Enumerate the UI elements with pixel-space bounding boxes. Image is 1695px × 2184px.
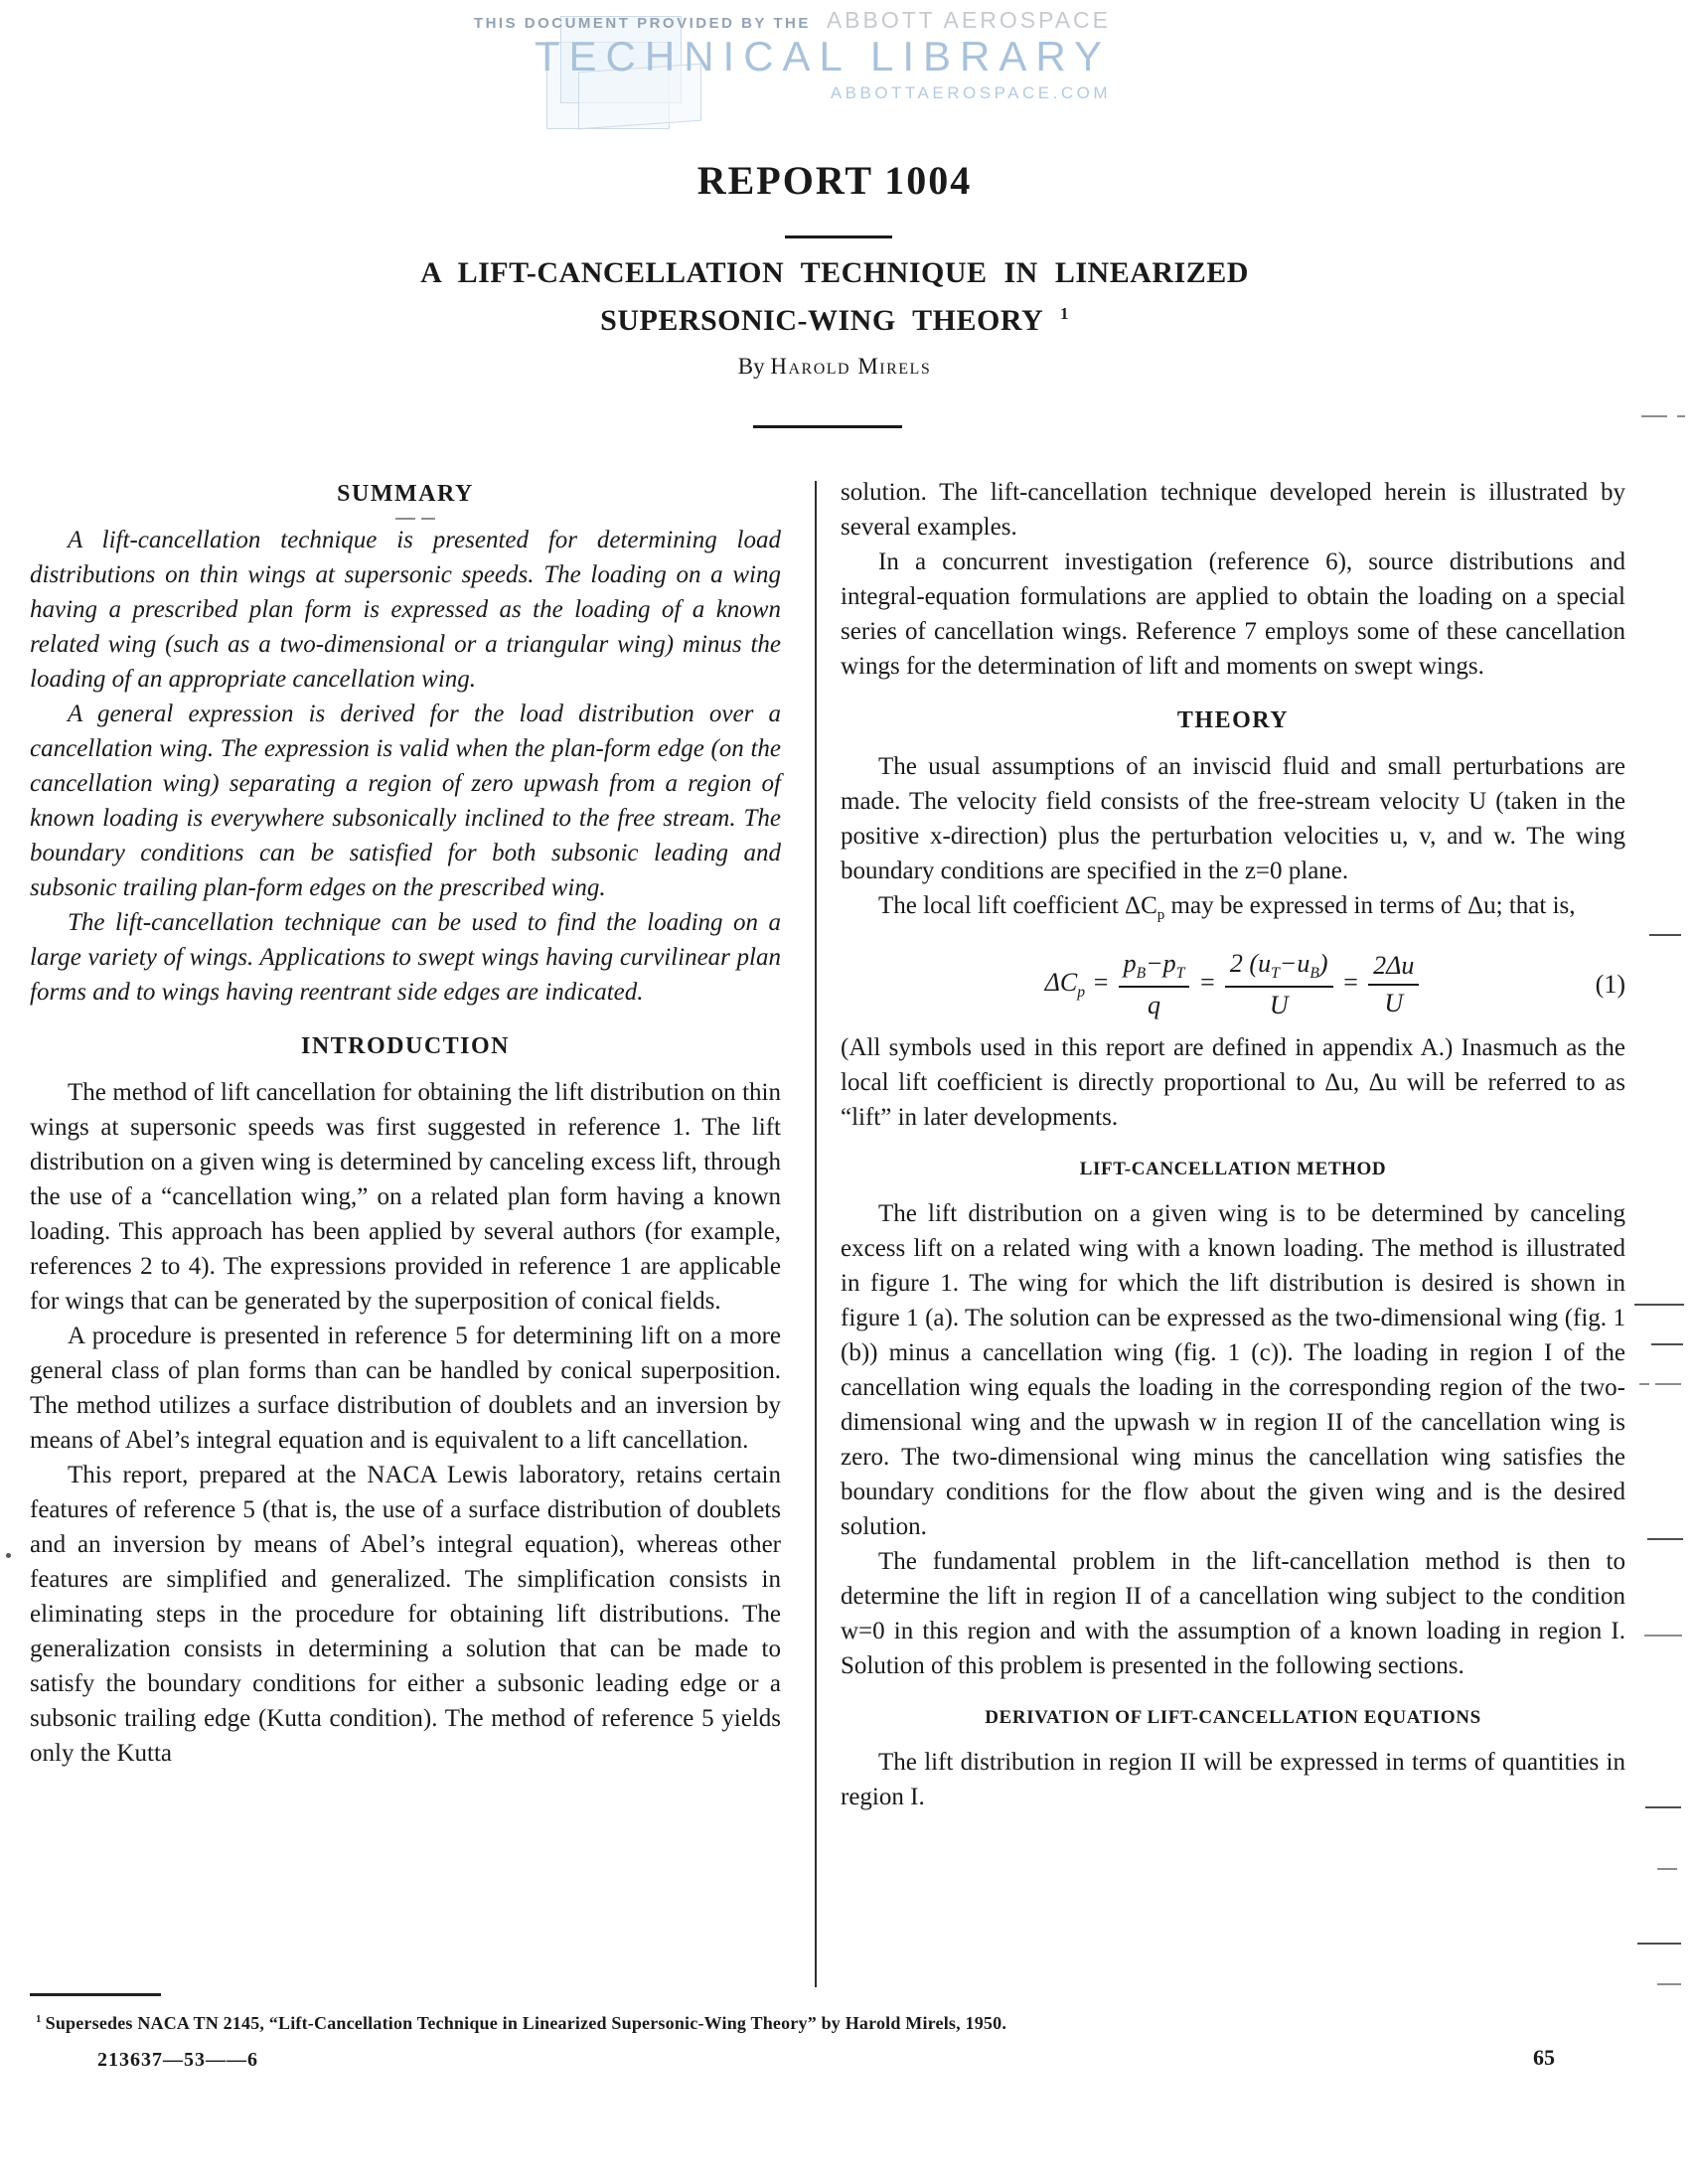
printers-mark: 213637—53——6	[97, 2049, 258, 2071]
margin-mark	[1655, 1383, 1681, 1385]
margin-mark	[1657, 1983, 1681, 1985]
summary-paragraph: A lift-cancellation technique is presented for determining load distributions on thin wings at supersonic speeds. The loading on a wing having a prescribed plan form is expressed as the loading of a known related wing (such as a two-dimensional or a triangular wing) minus the loading of an appropriate cancellation wing.	[30, 527, 781, 693]
intro-paragraph: A procedure is presented in reference 5 for determining lift on a more general class of plan forms than can be handled by conical superposition. The method utilizes a surface distribution of doublets and an inversion by means of Abel’s integral equation and is equivalent to a lift cancellation.	[30, 1323, 781, 1454]
author-name: Harold Mirels	[770, 354, 932, 379]
derivation-heading: DERIVATION OF LIFT-CANCELLATION EQUATIONS	[985, 1707, 1481, 1729]
lift-cancellation-method-heading: LIFT-CANCELLATION METHOD	[1079, 1159, 1387, 1180]
method-paragraph: The fundamental problem in the lift-cancellation method is then to determine the lift in region II of a cancellation wing subject to the condition w=0 in this region and with the assumption of a known loading in region I. Solution of this problem is presented in the following sections.	[841, 1548, 1625, 1680]
provided-by-text: THIS DOCUMENT PROVIDED BY THE	[473, 15, 811, 32]
equals-sign: =	[1092, 968, 1110, 998]
abbott-aerospace-brand: ABBOTT AEROSPACE	[826, 7, 1111, 33]
delta-u-fraction: $\frac{2\Delta u}{U}$	[1368, 951, 1419, 1018]
margin-mark	[395, 518, 415, 520]
column-divider	[815, 481, 817, 1987]
margin-mark	[1639, 1383, 1649, 1385]
byline-prefix: By	[737, 354, 765, 379]
byline-divider-rule	[753, 425, 902, 428]
report-number: REPORT 1004	[696, 158, 973, 203]
page-number: 65	[1533, 2045, 1555, 2070]
site-url-text: ABBOTTAEROSPACE.COM	[830, 83, 1111, 103]
footnote: $^1$ Supersedes NACA TN 2145, “Lift-Cancellation Technique in Linearized Supersonic-Wing Theory” by Harold Mirels, 1950.	[36, 2013, 1007, 2033]
summary-paragraph: The lift-cancellation technique can be used to find the loading on a large variety of wings. Applications to swept wings having curvilinear plan forms and to wings having reentrant side edges are indicated.	[30, 909, 781, 1006]
margin-mark	[1657, 1868, 1677, 1870]
equation-body	[1044, 949, 1422, 1020]
title-footnote-marker: 1	[1060, 304, 1069, 323]
method-paragraph: The lift distribution on a given wing is to be determined by canceling excess lift on a related wing with a known loading. The method is illustrated in figure 1. The wing for which the lift distribution is desired is shown in figure 1 (a). The solution can be expressed as the two-dimensional wing (fig. 1 (b)) minus a cancellation wing (fig. 1 (c)). The loading in region I of the cancellation wing equals the loading in the corresponding region of the two-dimensional wing and the upwash w in region II of the cancellation wing is zero. The two-dimensional wing minus the cancellation wing satisfies the boundary conditions for the flow about the given wing and is the desired solution.	[841, 1200, 1625, 1541]
subscript-p: p	[1156, 907, 1165, 923]
margin-mark	[1641, 415, 1667, 417]
report-title	[0, 252, 1669, 341]
equals-sign: =	[1341, 968, 1360, 998]
margin-mark	[1651, 1343, 1683, 1345]
byline	[0, 354, 1669, 380]
velocity-fraction: $\frac{2 (u_T-u_B)}{U}$	[1225, 949, 1333, 1020]
footnote-marker: 1	[36, 2013, 42, 2025]
summary-heading: SUMMARY	[337, 481, 474, 507]
introduction-heading: INTRODUCTION	[300, 1033, 511, 1059]
theory-heading: THEORY	[1176, 707, 1290, 733]
after-equation-paragraph: (All symbols used in this report are defined in appendix A.) Inasmuch as the local lift coefficient is directly proportional to Δu, Δu will be referred to as “lift” in later developments.	[841, 1034, 1625, 1132]
report-title-line1: A LIFT-CANCELLATION TECHNIQUE IN LINEARIZED	[420, 256, 1249, 289]
margin-mark	[1677, 415, 1685, 417]
left-column	[30, 475, 781, 1771]
continuation-paragraph: solution. The lift-cancellation technique developed herein is illustrated by several examples.	[841, 479, 1625, 541]
theory-paragraph: The usual assumptions of an inviscid fluid and small perturbations are made. The velocity field consists of the free-stream velocity U (taken in the positive x-direction) plus the perturbation velocities u, v, and w. The wing boundary conditions are specified in the z=0 plane.	[841, 753, 1625, 884]
concurrent-investigation-paragraph: In a concurrent investigation (reference 6), source distributions and integral-equation formulations are applied to obtain the loading on a special series of cancellation wings. Reference 7 employs some of these cancellation wings for the determination of lift and moments on swept wings.	[841, 548, 1625, 680]
margin-mark	[1647, 1538, 1683, 1540]
technical-library-text: TECHNICAL LIBRARY	[534, 33, 1111, 80]
margin-mark	[1645, 1806, 1681, 1808]
margin-mark	[1634, 1304, 1684, 1306]
report-title-line2: SUPERSONIC-WING THEORY $^1$	[600, 304, 1069, 337]
lift-coefficient-paragraph: The local lift coefficient $\Delta C_p$ may be expressed in terms of Δu; that is,	[878, 892, 1576, 923]
margin-mark	[1637, 1943, 1681, 1945]
derivation-paragraph: The lift distribution in region II will be expressed in terms of quantities in region I.	[841, 1749, 1625, 1811]
watermark-provided-by	[397, 8, 1111, 33]
equation-number: (1)	[1595, 970, 1625, 1000]
abbott-aerospace-watermark	[397, 8, 1111, 103]
equation-1	[841, 949, 1625, 1020]
intro-paragraph: The method of lift cancellation for obtaining the lift distribution on thin wings at supersonic speeds was first suggested in reference 1. The lift distribution on a given wing is determined by canceling excess lift, through the use of a “cancellation wing,” on a related plan form having a known loading. This approach has been applied by several authors (for example, references 2 to 4). The expressions provided in reference 1 are applicable for wings that can be generated by the superposition of conical fields.	[30, 1079, 781, 1315]
title-divider-rule	[785, 235, 892, 238]
margin-mark	[1644, 1635, 1682, 1637]
summary-paragraph: A general expression is derived for the load distribution over a cancellation wing. The expression is valid when the plan-form edge (on the cancellation wing) separating a region of zero upwash from a region of known loading is everywhere subsonically inclined to the free stream. The boundary conditions can be satisfied for both subsonic leading and subsonic trailing plan-form edges on the prescribed wing.	[30, 701, 781, 901]
pressure-fraction: $\frac{p_B-p_T}{q}$	[1119, 949, 1190, 1020]
equals-sign: =	[1198, 968, 1216, 998]
delta-cp-symbol: $\Delta C_p$	[1044, 968, 1086, 1002]
margin-mark	[1649, 934, 1681, 936]
right-column	[841, 475, 1625, 1814]
intro-paragraph: This report, prepared at the NACA Lewis laboratory, retains certain features of reference 5 (that is, the use of a surface distribution of doublets and an inversion by means of Abel’s integral equation), whereas other features are simplified and generalized. The simplification consists in eliminating steps in the procedure for obtaining lift distributions. The generalization consists in determining a solution that can be made to satisfy the boundary conditions for either a subsonic leading edge or a subsonic trailing edge (Kutta condition). The method of reference 5 yields only the Kutta	[30, 1462, 781, 1767]
margin-dot	[6, 1553, 11, 1558]
footnote-rule	[30, 1993, 161, 1996]
margin-mark	[421, 518, 435, 520]
